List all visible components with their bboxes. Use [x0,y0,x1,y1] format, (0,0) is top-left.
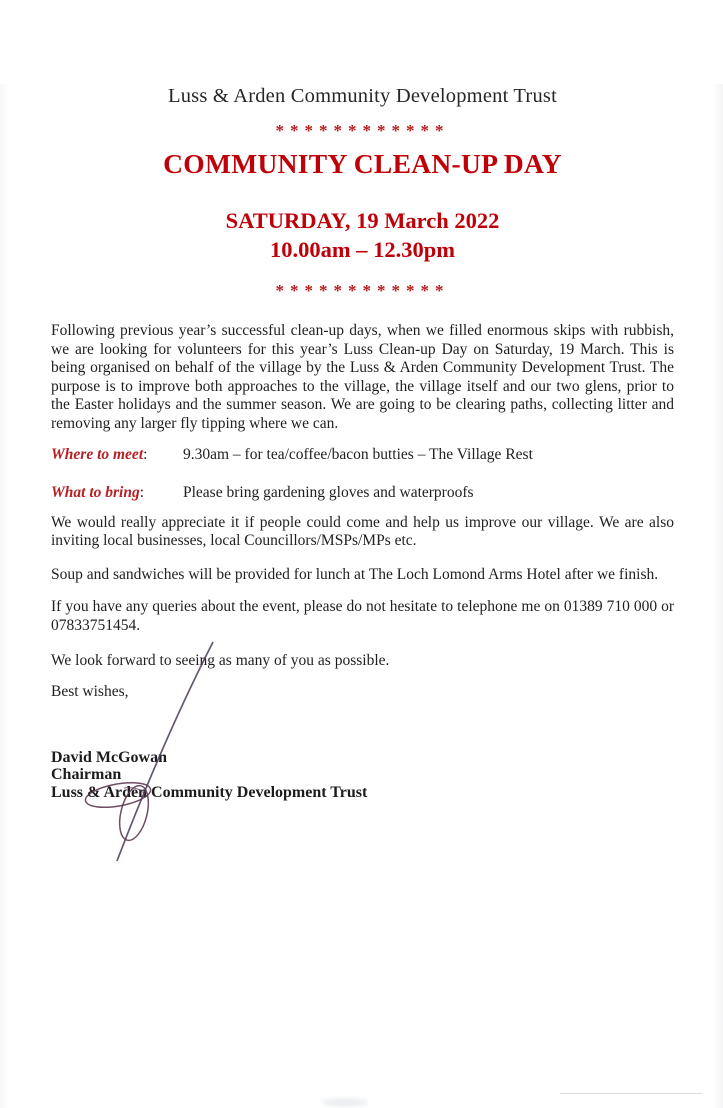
signatory-name: David McGowan [51,748,167,766]
divider-asterisks-bottom: ************ [275,281,450,300]
divider-asterisks-top: ************ [275,121,450,140]
what-to-bring-colon: : [139,483,145,501]
letter-content [0,84,723,802]
what-to-bring-label [51,483,183,502]
signatory-organisation: Luss & Arden Community Development Trust [51,783,368,801]
event-time: 10.00am – 12.30pm [270,237,455,262]
organisation-title: Luss & Arden Community Development Trust [168,85,557,107]
event-datetime [51,206,674,264]
scan-artifact-line [560,1093,702,1094]
closing-salutation: Best wishes, [51,683,129,701]
paragraph-lunch: Soup and sandwiches will be provided for lunch at The Loch Lomond Arms Hotel after we finish. [51,565,659,583]
what-to-bring-value: Please bring gardening gloves and waterproofs [183,483,474,501]
signatory-role: Chairman [51,766,122,784]
scan-artifact-smudge [322,1098,368,1107]
where-to-meet-label [51,445,183,464]
intro-paragraph: Following previous year’s successful clean-up days, when we filled enormous skips with rubbish, we are looking for volunteers for this year’s Luss Clean-up Day on Saturday, 19 March. This is being organised on behalf of the village by the Luss & Arden Community Development Trust. The purpose is to improve both approaches to the village, the village itself and our two glens, prior to the Easter holidays and the summer season. We are going to be clearing paths, collecting litter and removing any larger fly tipping where we can. [51,322,674,432]
paragraph-appreciate: We would really appreciate it if people could come and help us improve our village. We are also inviting local businesses, local Councillors/MSPs/MPs etc. [51,513,674,550]
paragraph-look-forward: We look forward to seeing as many of you as possible. [51,651,390,669]
signature-block [51,749,674,802]
event-headline: COMMUNITY CLEAN-UP DAY [163,148,562,179]
where-to-meet-label-text: Where to meet [51,445,144,463]
detail-row-what-to-bring [51,483,674,502]
what-to-bring-label-text: What to bring [51,483,140,501]
where-to-meet-colon: : [143,445,148,463]
paragraph-queries: If you have any queries about the event, please do not hesitate to telephone me on 01389 710 000 or 07833751454. [51,598,674,634]
detail-row-where-to-meet [51,445,674,464]
event-date: SATURDAY, 19 March 2022 [225,208,500,233]
scanned-letter-page [0,84,723,1108]
where-to-meet-value: 9.30am – for tea/coffee/bacon butties – The Village Rest [183,445,533,463]
